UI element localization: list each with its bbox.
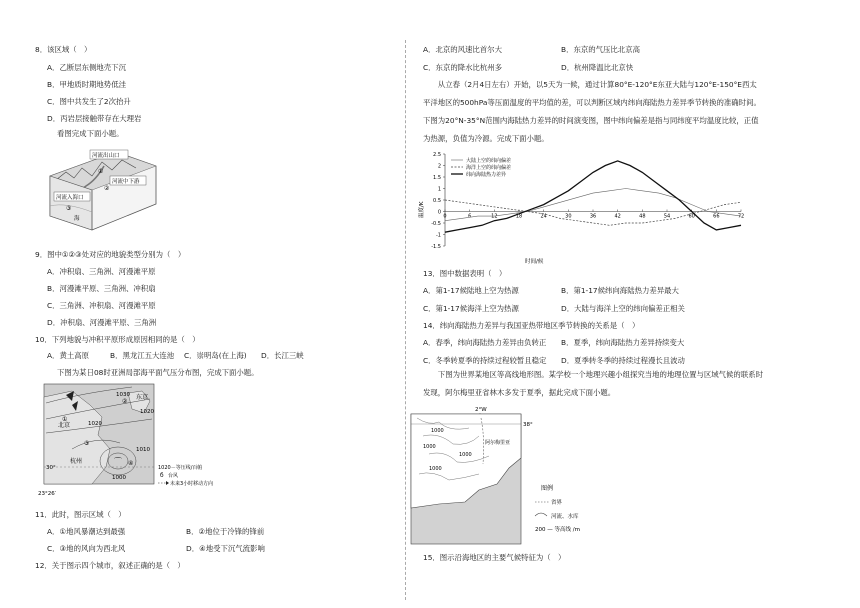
isobar-1010: 1010 [136,447,150,453]
q13-option-c: C．第1-17候海洋上空为热源 [423,304,519,313]
label-river-mouth: 河流入海口 [56,195,84,201]
marker-3: ③ [66,205,72,212]
chart-xtick-label: 24 [540,213,547,220]
intro-pressure-map: 下图为某日08时亚洲局部海平面气压分布图，完成下面小题。 [57,368,259,377]
marker-1: ① [98,168,104,175]
q8-option-a: A．乙断层东侧地壳下沉 [47,63,126,72]
legend-typhoon: 台风 [168,473,179,479]
city-tokyo: 东京 [136,394,149,401]
q13-option-b: B．第1-17候纬向海陆热力差异最大 [561,286,679,295]
q10-option-c: C．崇明岛(在上海) [184,351,247,360]
q11-option-c: C．③地的风向为西北风 [47,544,126,553]
passage-heat-contrast: 从立春（2月4日左右）开始，以5天为一候，通过计算80°E-120°E东亚大陆与120°E-150°E西太平洋地区的500hPa等压面温度的平均值的差，可以判断区域内纬向海陆热力差异季节转换的准确时间。下图为20°N-35°N范围内海陆热力差异的时间演变图，图中纬向偏差是指与同纬度平均温度比较，正值为热源，负值为冷源。完成下面小题。 [423,80,761,143]
chart-xtick-label: 0 [443,213,447,220]
chart-xtick-label: 66 [713,213,720,220]
question-9-stem: 9．图中①②③处对应的地貌类型分别为（ ） [35,250,186,259]
label-sea: 海 [74,216,80,222]
q12-option-c: C．东京的降水比杭州多 [423,63,503,72]
right-column [405,0,860,608]
legend-label-0: 大陆上空的纬向偏差 [466,158,512,164]
q8-option-c: C．图中共发生了2次抬升 [47,97,131,106]
lat-tropic: 23°26′ [38,491,56,497]
q11-option-a: A．①地风暴潮达到最强 [47,527,126,536]
chart-ytick-label: 2 [437,163,441,170]
chart-xtick-label: 30 [565,213,572,220]
lat-30: 30° [46,465,56,471]
city-hangzhou: 杭州 [70,458,83,465]
heat-contrast-chart-svg [415,148,745,266]
isobar-1000: 1000 [112,475,126,481]
arrow-icon [166,481,169,485]
intro-landform: 看图完成下面小题。 [57,129,124,138]
contour-1000-c: 1000 [459,452,472,458]
q14-option-c: C．冬季转夏季的持续过程较暂且稳定 [423,356,547,365]
q9-option-d: D．冲积扇、河漫滩平原、三角洲 [47,318,157,327]
map-marker-4: ④ [128,460,134,467]
question-11-stem: 11．此时，图示区域（ ） [35,510,126,519]
chart-legend [451,157,511,178]
q8-option-d: D．丙岩层接触带存在大理岩 [47,114,142,123]
q12-option-b: B．东京的气压比北京高 [561,45,640,54]
isobar-1020-east: 1020 [140,409,154,415]
chart-ytick-label: 1.5 [433,175,441,181]
chart-ytick-label: -1.5 [431,244,441,250]
q9-option-b: B．河漫滩平原、三角洲、冲积扇 [47,284,156,293]
question-14-stem: 14．纬向海陆热力差异与我国亚热带地区季节转换的关系是（ ） [423,321,640,330]
q14-option-d: D．夏季转冬季的持续过程漫长且波动 [561,356,685,365]
q13-option-d: D．大陆与海洋上空的纬向偏差正相关 [561,304,685,313]
q10-option-a: A．黄土高原 [47,351,90,360]
legend-label-1: 海洋上空的纬向偏差 [466,165,512,171]
contour-1000-a: 1000 [431,428,444,434]
marker-2: ② [104,185,110,192]
map-marker-2: ② [122,398,128,405]
q14-option-a: A．春季，纬向海陆热力差异由负转正 [423,338,547,347]
contour-1000-d: 1000 [429,466,442,472]
chart-xtick-label: 72 [737,213,745,220]
legend-move: 未来3小时移动方向 [170,481,214,487]
chart-ytick-label: 0.5 [433,198,441,204]
left-column [0,0,405,608]
svg-text:⌒: ⌒ [114,457,122,466]
lat-38: 38° [523,422,533,428]
question-15-stem: 15．图示沿海地区的主要气候特征为（ ） [423,553,566,562]
q12-option-a: A．北京的风速比首尔大 [423,45,502,54]
isobar-1030: 1030 [116,392,130,398]
city-beijing: 北京 [58,422,71,429]
legend-label-2: 纬向海陆热力差异 [466,172,507,178]
q14-option-b: B．夏季，纬向海陆热力差异持续变大 [561,338,685,347]
q9-option-a: A．冲积扇、三角洲、河漫滩平原 [47,267,156,276]
legend-title: 图例 [541,485,554,492]
chart-ytick-label: 0 [437,209,441,216]
chart-xtick-label: 6 [468,213,472,220]
question-13-stem: 13．图中数据表明（ ） [423,269,507,278]
chart-ytick-label: 2.5 [433,152,441,158]
chart-xtick-label: 18 [515,213,523,220]
q11-option-b: B．②地位于冷锋的锋前 [186,527,265,536]
heat-contrast-chart [415,148,745,266]
q8-option-b: B．甲地质时期地势低洼 [47,80,126,89]
pressure-map-svg [32,383,214,501]
typhoon-icon: ϭ [160,472,164,479]
topo-map-figure [409,404,589,550]
label-river-outlet: 河流出山口 [92,153,120,159]
legend-river: 河流、水库 [551,514,579,520]
q9-option-c: C．三角洲、冲积扇、河漫滩平原 [47,301,156,310]
map-marker-1: ① [62,416,68,423]
chart-xtick-label: 60 [688,213,695,220]
chart-ytick-label: -1 [436,232,441,239]
q10-option-b: B．黑龙江五大连池 [110,351,175,360]
contour-1000-b: 1000 [423,444,436,450]
chart-ytick-label: 1 [437,186,441,193]
q11-option-d: D．④地受下沉气流影响 [186,544,265,553]
passage-topo: 下图为世界某地区等高线地形图。某学校一个地理兴趣小组探究当地的地理位置与区域气候的联系时发现，阿尔梅里亚省林木多发于夏季，据此完成下面小题。 [423,370,763,397]
q10-option-d: D．长江三峡 [261,351,304,360]
chart-ytick-label: -0.5 [431,221,441,227]
chart-xtick-label: 36 [589,213,597,220]
question-10-stem: 10．下列地貌与冲积平原形成原因相同的是（ ） [35,335,200,344]
chart-xtick-label: 48 [639,213,646,220]
q13-option-a: A．第1-17候陆地上空为热源 [423,286,519,295]
place-almeria: 阿尔梅里亚 [485,440,511,446]
lon-2w: 2°W [475,407,487,413]
river-landform-figure [46,146,158,232]
question-12-stem: 12．关于图示四个城市，叙述正确的是（ ） [35,561,185,570]
river-landform-svg [46,146,158,232]
label-river-middle: 河流中下游 [112,179,140,185]
pressure-map-figure [32,383,214,501]
chart-xtick-label: 12 [491,213,498,220]
topo-map-svg [409,404,589,550]
isobar-1020-center: 1020 [88,421,102,427]
legend-contour: 200 — 等高线 /m [535,527,580,533]
legend-border: 省界 [551,500,563,506]
map-marker-3: ③ [84,440,90,447]
chart-ylabel: 温度/K [419,201,425,218]
question-8-stem: 8．该区域（ ） [35,45,92,54]
chart-xtick-label: 42 [614,213,621,220]
q12-option-d: D．杭州降温比北京快 [561,63,634,72]
river-icon [535,513,547,516]
legend-isobar: 1020－等压线/百帕 [158,465,203,471]
chart-xlabel: 时间/候 [525,259,544,265]
chart-xtick-label: 54 [663,213,671,220]
